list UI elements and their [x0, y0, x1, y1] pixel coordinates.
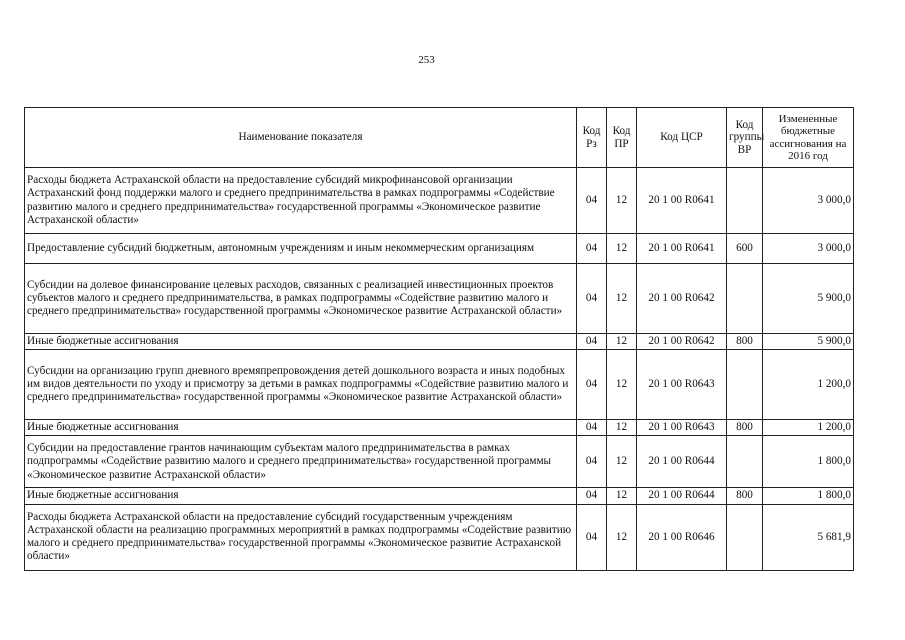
cell-csr: 20 1 00 R0644	[637, 488, 727, 504]
cell-name: Расходы бюджета Астраханской области на предоставление субсидий государственным учреждениям Астраханской области на реализацию программных мероприятий в рамках подпрограммы «Содействие развитию малого и среднего предпринимательства» государственной программы «Экономическое развитие Астраханской области»	[25, 504, 577, 570]
cell-csr: 20 1 00 R0643	[637, 350, 727, 420]
table-row	[25, 234, 854, 264]
cell-vr	[727, 350, 763, 420]
cell-rz: 04	[577, 420, 607, 436]
cell-vr	[727, 436, 763, 488]
cell-pr: 12	[607, 234, 637, 264]
cell-pr: 12	[607, 420, 637, 436]
cell-amount: 3 000,0	[763, 234, 854, 264]
cell-rz: 04	[577, 504, 607, 570]
cell-amount: 1 800,0	[763, 436, 854, 488]
cell-amount: 1 200,0	[763, 350, 854, 420]
cell-rz: 04	[577, 168, 607, 234]
table-header-row	[25, 108, 854, 168]
cell-rz: 04	[577, 350, 607, 420]
cell-rz: 04	[577, 334, 607, 350]
cell-csr: 20 1 00 R0646	[637, 504, 727, 570]
cell-name: Иные бюджетные ассигнования	[25, 420, 577, 436]
cell-csr: 20 1 00 R0644	[637, 436, 727, 488]
cell-pr: 12	[607, 334, 637, 350]
cell-pr: 12	[607, 504, 637, 570]
cell-rz: 04	[577, 436, 607, 488]
cell-vr: 800	[727, 420, 763, 436]
cell-name: Субсидии на долевое финансирование целевых расходов, связанных с реализацией инвестиционных проектов субъектов малого и среднего предпринимательства, в рамках подпрограммы «Содействие развитию малого и среднего предпринимательства» государственной программы «Экономическое развитие Астраханской области»	[25, 264, 577, 334]
cell-name: Иные бюджетные ассигнования	[25, 334, 577, 350]
page-number: 253	[418, 54, 435, 66]
cell-vr: 600	[727, 234, 763, 264]
header-name: Наименование показателя	[25, 108, 577, 168]
cell-name: Субсидии на предоставление грантов начинающим субъектам малого предпринимательства в рамках подпрограммы «Содействие развитию малого и среднего предпринимательства» государственной программы «Экономическое развитие Астраханской области»	[25, 436, 577, 488]
table-row	[25, 168, 854, 234]
table-row	[25, 334, 854, 350]
header-csr: Код ЦСР	[637, 108, 727, 168]
cell-amount: 3 000,0	[763, 168, 854, 234]
cell-amount: 5 900,0	[763, 334, 854, 350]
cell-amount: 1 800,0	[763, 488, 854, 504]
table-row	[25, 504, 854, 570]
cell-csr: 20 1 00 R0641	[637, 168, 727, 234]
table-row	[25, 264, 854, 334]
header-rz: Код Рз	[577, 108, 607, 168]
cell-vr	[727, 264, 763, 334]
budget-table	[24, 107, 854, 571]
cell-rz: 04	[577, 488, 607, 504]
cell-csr: 20 1 00 R0642	[637, 334, 727, 350]
cell-csr: 20 1 00 R0641	[637, 234, 727, 264]
table-row	[25, 350, 854, 420]
cell-pr: 12	[607, 436, 637, 488]
header-pr: Код ПР	[607, 108, 637, 168]
cell-vr: 800	[727, 488, 763, 504]
cell-pr: 12	[607, 488, 637, 504]
cell-rz: 04	[577, 264, 607, 334]
cell-amount: 5 681,9	[763, 504, 854, 570]
cell-csr: 20 1 00 R0642	[637, 264, 727, 334]
cell-name: Иные бюджетные ассигнования	[25, 488, 577, 504]
cell-vr	[727, 168, 763, 234]
cell-name: Субсидии на организацию групп дневного времяпрепровождения детей дошкольного возраста и иных подобных им видов деятельности по уходу и присмотру за детьми в рамках подпрограммы «Содействие развитию малого и среднего предпринимательства» государственной программы «Экономическое развитие Астраханской области»	[25, 350, 577, 420]
header-amount: Измененные бюджетные ассигнования на 2016 год	[763, 108, 854, 168]
cell-name: Расходы бюджета Астраханской области на предоставление субсидий микрофинансовой организации Астраханский фонд поддержки малого и среднего предпринимательства в рамках подпрограммы «Содействие развитию малого и среднего предпринимательства» государственной программы «Экономическое развитие Астраханской области»	[25, 168, 577, 234]
table-row	[25, 488, 854, 504]
cell-amount: 1 200,0	[763, 420, 854, 436]
table-row	[25, 436, 854, 488]
cell-csr: 20 1 00 R0643	[637, 420, 727, 436]
cell-vr: 800	[727, 334, 763, 350]
cell-name: Предоставление субсидий бюджетным, автономным учреждениям и иным некоммерческим организациям	[25, 234, 577, 264]
table-row	[25, 420, 854, 436]
cell-pr: 12	[607, 264, 637, 334]
cell-pr: 12	[607, 168, 637, 234]
cell-amount: 5 900,0	[763, 264, 854, 334]
cell-rz: 04	[577, 234, 607, 264]
cell-pr: 12	[607, 350, 637, 420]
cell-vr	[727, 504, 763, 570]
header-vr: Код группы ВР	[727, 108, 763, 168]
